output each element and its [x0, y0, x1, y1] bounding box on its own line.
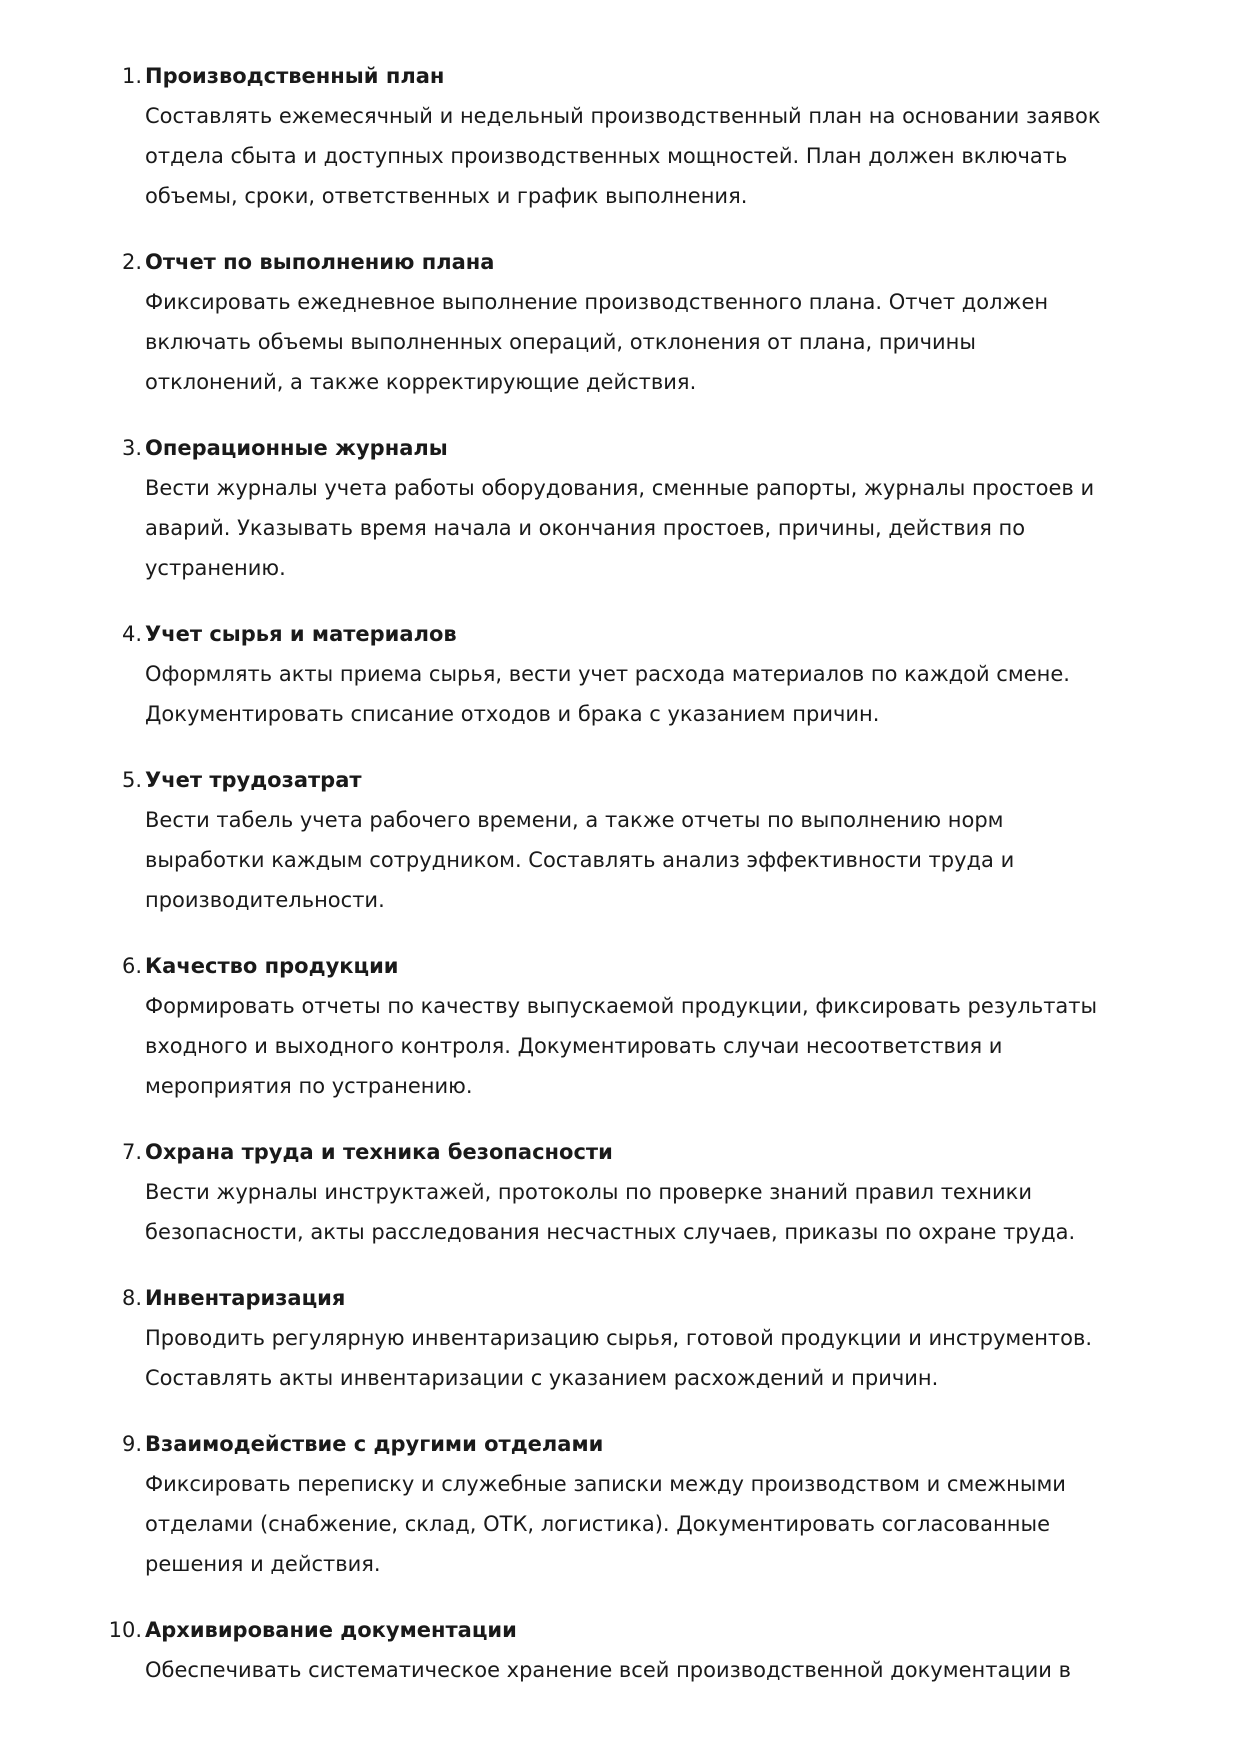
item-description: [145, 1172, 1155, 1252]
description-line: Проводить регулярную инвентаризацию сырья, готовой продукции и инструментов.: [145, 1326, 1093, 1350]
list-item: [0, 56, 1239, 216]
description-line: аварий. Указывать время начала и окончания простоев, причины, действия по: [145, 516, 1026, 540]
item-number: 5.: [121, 768, 142, 792]
description-line: отдела сбыта и доступных производственных мощностей. План должен включать: [145, 144, 1068, 168]
list-item: [0, 946, 1239, 1106]
description-line: мероприятия по устранению.: [145, 1074, 473, 1098]
item-number: 6.: [121, 954, 142, 978]
description-line: Оформлять акты приема сырья, вести учет расхода материалов по каждой смене.: [145, 662, 1070, 686]
list-item: [0, 1132, 1239, 1252]
description-line: Вести журналы учета работы оборудования, сменные рапорты, журналы простоев и: [145, 476, 1095, 500]
description-line: выработки каждым сотрудником. Составлять анализ эффективности труда и: [145, 848, 1015, 872]
description-line: входного и выходного контроля. Документировать случаи несоответствия и: [145, 1034, 1003, 1058]
description-line: решения и действия.: [145, 1552, 381, 1576]
description-line: Фиксировать переписку и служебные записки между производством и смежными: [145, 1472, 1066, 1496]
item-title: Учет сырья и материалов: [145, 622, 457, 646]
item-number: 7.: [121, 1140, 142, 1164]
description-line: включать объемы выполненных операций, отклонения от плана, причины: [145, 330, 976, 354]
item-description: [145, 800, 1155, 920]
item-number: 2.: [121, 250, 142, 274]
item-description: [145, 1464, 1155, 1584]
item-description: [145, 282, 1155, 402]
description-line: отделами (снабжение, склад, ОТК, логистика). Документировать согласованные: [145, 1512, 1050, 1536]
list-item: [0, 1424, 1239, 1584]
description-line: объемы, сроки, ответственных и график выполнения.: [145, 184, 748, 208]
item-description: [145, 96, 1155, 216]
list-item: [0, 428, 1239, 588]
description-line: отклонений, а также корректирующие действия.: [145, 370, 697, 394]
item-number: 9.: [121, 1432, 142, 1456]
description-line: безопасности, акты расследования несчастных случаев, приказы по охране труда.: [145, 1220, 1076, 1244]
item-title: Взаимодействие с другими отделами: [145, 1432, 604, 1456]
list-item: [0, 760, 1239, 920]
description-line: Формировать отчеты по качеству выпускаемой продукции, фиксировать результаты: [145, 994, 1098, 1018]
description-line: Фиксировать ежедневное выполнение производственного плана. Отчет должен: [145, 290, 1049, 314]
item-number: 10.: [108, 1618, 142, 1642]
item-title: Отчет по выполнению плана: [145, 250, 495, 274]
item-number: 3.: [121, 436, 142, 460]
item-title: Охрана труда и техника безопасности: [145, 1140, 613, 1164]
item-number: 8.: [121, 1286, 142, 1310]
item-description: [145, 654, 1155, 734]
item-description: [145, 1650, 1155, 1690]
item-number: 1.: [121, 64, 142, 88]
description-line: Вести журналы инструктажей, протоколы по проверке знаний правил техники: [145, 1180, 1032, 1204]
item-title: Инвентаризация: [145, 1286, 346, 1310]
description-line: Обеспечивать систематическое хранение всей производственной документации в: [145, 1658, 1071, 1682]
item-title: Качество продукции: [145, 954, 399, 978]
description-line: Составлять акты инвентаризации с указанием расхождений и причин.: [145, 1366, 939, 1390]
item-number: 4.: [121, 622, 142, 646]
item-title: Производственный план: [145, 64, 445, 88]
list-item: [0, 1610, 1239, 1690]
item-description: [145, 468, 1155, 588]
description-line: Документировать списание отходов и брака с указанием причин.: [145, 702, 880, 726]
list-item: [0, 242, 1239, 402]
list-item: [0, 1278, 1239, 1398]
item-title: Архивирование документации: [145, 1618, 517, 1642]
item-description: [145, 1318, 1155, 1398]
description-line: устранению.: [145, 556, 286, 580]
list-item: [0, 614, 1239, 734]
item-description: [145, 986, 1155, 1106]
description-line: Вести табель учета рабочего времени, а также отчеты по выполнению норм: [145, 808, 1004, 832]
description-line: производительности.: [145, 888, 385, 912]
item-title: Учет трудозатрат: [145, 768, 362, 792]
numbered-list: [0, 56, 1239, 1716]
item-title: Операционные журналы: [145, 436, 448, 460]
description-line: Составлять ежемесячный и недельный производственный план на основании заявок: [145, 104, 1101, 128]
